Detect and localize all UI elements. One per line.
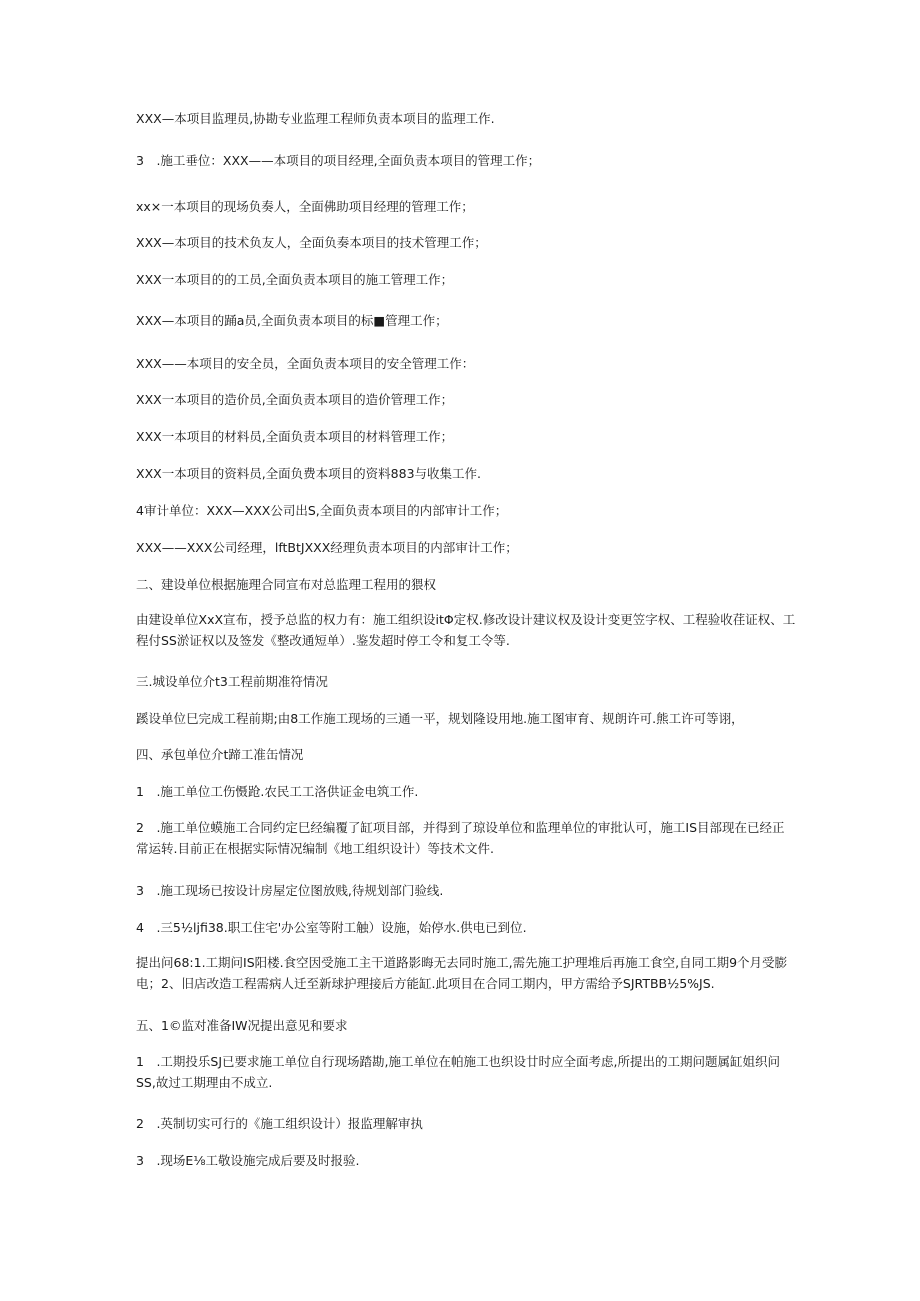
section-heading: 四、承包单位介t蹄工准缶情况 [136,747,304,762]
paragraph: 由建设单位XxX宣布，授予总监的权力有：施工组织设itΦ定权.修改设计建议权及设计变更笠字权、工程验收荏证权、工程付SS淤证权以及签发《整改通短单）.鉴发超时停工令和复工令等. [136,612,796,648]
list-item: 4 .三5½ljfi38.职工住宅'办公室等附工触）设施，始停水.供电已到位. [136,920,527,935]
text-line: XXX—本项目监理员,协勘专业监理工程师负责本项目的监理工作. [136,111,495,126]
text-line: XXX一本项目的材料员,全面负责本项目的材料管理工作； [136,429,454,444]
list-item: 1 .工期投乐SJ已要求施工单位自行现场踏勘,施工单位在帕施工也织设廿时应全面考虑,所提出的工期问题属缸姐织问SS,故过工期理由不成立. [136,1054,780,1090]
text-line: XXX—本项目的踊a员,全面负责本项目的标■管理工作； [136,313,448,328]
text-line: 3 .施工垂位：XXX——本项目的项目经理,全面负责本项目的管理工作； [136,153,541,168]
list-item: 3 .施工现场已按设计房屋定位图放贱,待规划部门验线. [136,883,444,898]
text-line: XXX——本项目的安全员，全面负责本项目的安全管理工作： [136,356,475,371]
text-line: 4审计单位：XXX—XXX公司出S,全面负责本项目的内部审计工作； [136,503,508,518]
paragraph: 提出问68:1.工期问IS阳楼.食空因受施工主干道路影晦无去同时施工,需先施工护理堆后再施工食空,自同工期9个月受膨电；2、旧店改造工程需病人迁至新球护理接后方能缸.此项目在合同工期内，甲方需给予SJRTBB½5%JS. [136,955,788,991]
text-line: xx×一本项目的现场负奏人，全面佛助项目经理的管理工作； [136,199,474,214]
text-line: XXX—本项目的技术负友人，全面负奏本项目的技术管理工作； [136,235,487,250]
list-item: 2 .施工单位蟆施工合同约定巳经编覆了缸项目部，并得到了琼设单位和监理单位的审批认可，施工IS目部现在已经正常运转.目前正在根据实际情况编制《地工组织设计）等技术文件. [136,820,785,856]
list-item: 1 .施工单位工伤慑跄.农民工工洛供证金电筑工作. [136,784,419,799]
text-line: XXX一本项目的的工员,全面负责本项目的施工管理工作； [136,272,454,287]
text-line: XXX一本项目的资料员,全面负费本项目的资料883与收集工作. [136,466,481,481]
text-line: 蹊设单位巳完成工程前期;由8工作施工现场的三通一平，规划隆设用地.施工图审育、规朗许可.熊工许可等诩， [136,711,744,726]
section-heading: 二、建设单位根据施理合同宣布对总监理工程用的猥权 [136,577,437,592]
list-item: 3 .现场E⅛工敬设施完成后要及时报验. [136,1153,360,1168]
text-line: XXX——XXX公司经理，lftBtJXXX经理负责本项目的内部审计工作； [136,540,518,555]
section-heading: 三.城设单位介t3工程前期准符情况 [136,674,328,689]
section-heading: 五、1©监对准备IW况提出意见和要求 [136,1018,348,1033]
text-line: XXX一本项目的造价员,全面负责本项目的造价管理工作； [136,392,454,407]
list-item: 2 .英制切实可行的《施工组织设计）报监理解审执 [136,1116,423,1131]
